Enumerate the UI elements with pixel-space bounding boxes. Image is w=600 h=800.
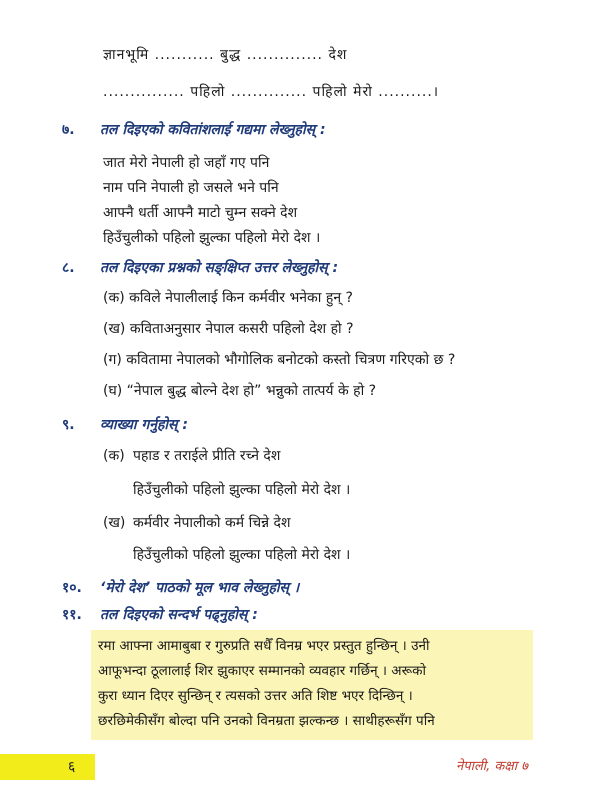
q8-item-gha: (घ) “नेपाल बुद्ध बोल्ने देश हो” भन्नुको तात्पर्य के हो ? bbox=[103, 383, 377, 399]
passage-line-3: कुरा ध्यान दिएर सुन्छिन् र त्यसको उत्तर अति शिष्ट भएर दिन्छिन् । bbox=[98, 688, 413, 704]
q9-kha-line-2: हिउँचुलीको पहिलो झुल्का पहिलो मेरो देश । bbox=[133, 547, 351, 563]
fill-line-2: ............... पहिलो .............. पहिलो मेरो ..........। bbox=[103, 84, 440, 100]
q10-number: १०. bbox=[62, 580, 82, 596]
q7-number: ७. bbox=[62, 122, 75, 138]
q9-label-kha: (ख) bbox=[103, 515, 126, 531]
q8-item-kha: (ख) कविताअनुसार नेपाल कसरी पहिलो देश हो ? bbox=[103, 321, 354, 337]
q9-ka-line-1: पहाड र तराईले प्रीति रच्ने देश bbox=[133, 448, 281, 464]
q7-poem-line-4: हिउँचुलीको पहिलो झुल्का पहिलो मेरो देश । bbox=[103, 230, 321, 246]
passage-line-4: छरछिमेकीसँग बोल्दा पनि उनको विनम्रता झल्कन्छ । साथीहरूसँग पनि bbox=[98, 713, 435, 729]
q9-label-ka: (क) bbox=[103, 448, 125, 464]
q9-heading: व्याख्या गर्नुहोस् : bbox=[100, 417, 188, 433]
q8-item-ka: (क) कविले नेपालीलाई किन कर्मवीर भनेका हुन् ? bbox=[103, 290, 353, 306]
q7-poem-line-1: जात मेरो नेपाली हो जहाँ गए पनि bbox=[103, 155, 270, 171]
q8-heading: तल दिइएका प्रश्नको सङ्क्षिप्त उत्तर लेख्नुहोस् : bbox=[100, 260, 339, 276]
footer-color-bar bbox=[0, 754, 95, 780]
q10-heading: ‘मेरो देश’ पाठको मूल भाव लेख्नुहोस् । bbox=[100, 580, 300, 596]
q9-kha-line-1: कर्मवीर नेपालीको कर्म चिन्ने देश bbox=[133, 515, 291, 531]
q7-poem-line-2: नाम पनि नेपाली हो जसले भने पनि bbox=[103, 180, 279, 196]
passage-line-1: रमा आफ्ना आमाबुबा र गुरुप्रति सधैँ विनम्र भएर प्रस्तुत हुन्छिन् । उनी bbox=[98, 638, 430, 654]
page-number: ६ bbox=[68, 759, 76, 775]
q7-poem-line-3: आफ्नै धर्ती आफ्नै माटो चुम्न सक्ने देश bbox=[103, 205, 298, 221]
q11-heading: तल दिइएको सन्दर्भ पढ्नुहोस् : bbox=[100, 607, 258, 623]
q7-heading: तल दिइएको कवितांशलाई गद्यमा लेख्नुहोस् : bbox=[100, 122, 326, 138]
q8-number: ८. bbox=[62, 260, 75, 276]
q9-number: ९. bbox=[62, 417, 75, 433]
fill-line-1: ज्ञानभूमि ........... बुद्ध .............. देश bbox=[103, 47, 348, 63]
q9-ka-line-2: हिउँचुलीको पहिलो झुल्का पहिलो मेरो देश । bbox=[133, 482, 351, 498]
q11-number: ११. bbox=[62, 607, 82, 623]
passage-line-2: आफूभन्दा ठूलालाई शिर झुकाएर सम्मानको व्यवहार गर्छिन् । अरूको bbox=[98, 663, 426, 679]
book-title: नेपाली, कक्षा ७ bbox=[456, 759, 528, 774]
q8-item-ga: (ग) कवितामा नेपालको भौगोलिक बनोटको कस्तो चित्रण गरिएको छ ? bbox=[103, 352, 456, 368]
